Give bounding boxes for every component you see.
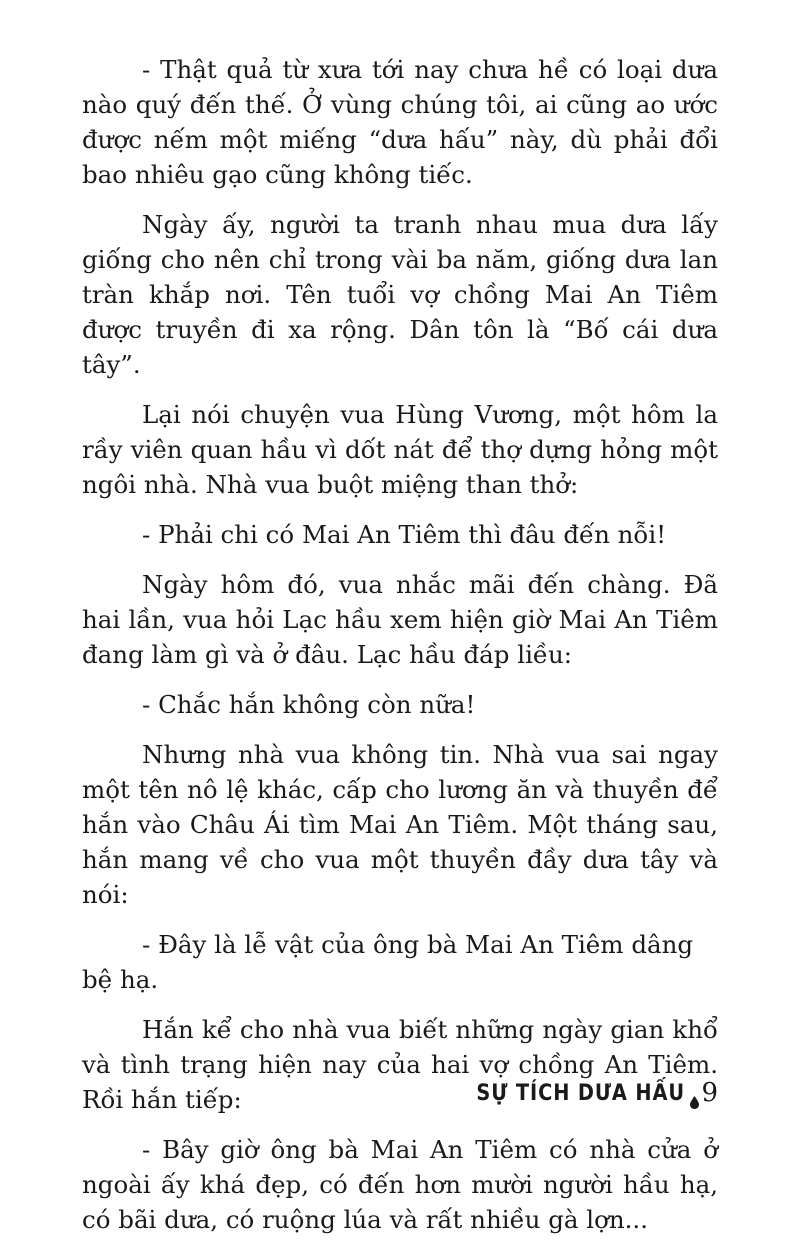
- paragraph: Nhưng nhà vua không tin. Nhà vua sai ngay một tên nô lệ khác, cấp cho lương ăn và thuyền để hắn vào Châu Ái tìm Mai An Tiêm. Một tháng sau, hắn mang về cho vua một thuyền đầy dưa tây và nói:: [82, 740, 718, 909]
- drop-icon: [690, 1090, 699, 1103]
- paragraph: - Thật quả từ xưa tới nay chưa hề có loại dưa nào quý đến thế. Ở vùng chúng tôi, ai cũng ao ước được nếm một miếng “dưa hấu” này, dù phải đổi bao nhiêu gạo cũng không tiếc.: [82, 55, 718, 189]
- paragraph: - Chắc hắn không còn nữa!: [142, 690, 476, 719]
- page-number: 9: [701, 1078, 718, 1108]
- book-title: SỰ TÍCH DƯA HẤU: [475, 1080, 685, 1106]
- paragraph: - Đây là lễ vật của ông bà Mai An Tiêm dâng bệ hạ.: [82, 930, 694, 994]
- paragraph: - Phải chi có Mai An Tiêm thì đâu đến nỗi!: [142, 520, 667, 549]
- paragraph: Hắn kể cho nhà vua biết những ngày gian khổ và tình trạng hiện nay của hai vợ chồng An Tiêm. Rồi hắn tiếp:: [82, 1015, 718, 1114]
- paragraph: Ngày ấy, người ta tranh nhau mua dưa lấy giống cho nên chỉ trong vài ba năm, giống dưa lan tràn khắp nơi. Tên tuổi vợ chồng Mai An Tiêm được truyền đi xa rộng. Dân tôn là “Bố cái dưa tây”.: [82, 210, 718, 379]
- story-text: [82, 52, 718, 1252]
- paragraph: - Bây giờ ông bà Mai An Tiêm có nhà cửa ở ngoài ấy khá đẹp, có đến hơn mười người hầu hạ, có bãi dưa, có ruộng lúa và rất nhiều gà lợn...: [82, 1135, 718, 1234]
- paragraph: Ngày hôm đó, vua nhắc mãi đến chàng. Đã hai lần, vua hỏi Lạc hầu xem hiện giờ Mai An Tiêm đang làm gì và ở đâu. Lạc hầu đáp liều:: [82, 570, 718, 669]
- paragraph: Lại nói chuyện vua Hùng Vương, một hôm la rầy viên quan hầu vì dốt nát để thợ dựng hỏng một ngôi nhà. Nhà vua buột miệng than thở:: [82, 400, 718, 499]
- page-footer: [448, 1078, 718, 1108]
